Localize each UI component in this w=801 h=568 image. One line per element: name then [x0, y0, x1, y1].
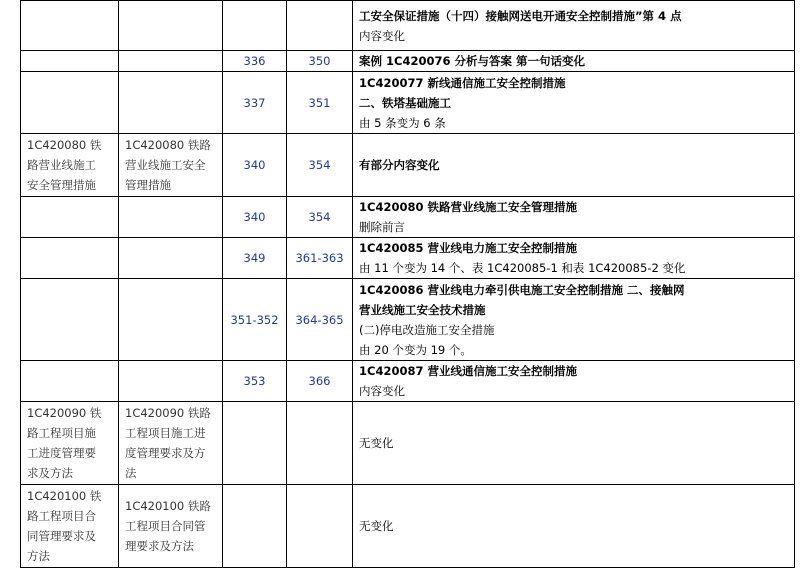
old-section-cell: [21, 72, 119, 134]
change-description-line: 1C420077 新线通信施工安全控制措施: [359, 75, 566, 90]
change-description-line: 1C420080 铁路营业线施工安全管理措施: [359, 200, 577, 214]
section-title-line: 1C420090 铁: [27, 406, 102, 420]
new-section-cell: [119, 197, 223, 238]
new-section-cell: [119, 134, 223, 197]
change-table: [20, 0, 795, 568]
new-page-cell: 364-365: [287, 279, 353, 361]
new-section-cell: [119, 402, 223, 485]
section-title-line: 工程项目施工进: [125, 426, 206, 440]
section-title-line: 方法: [27, 549, 50, 563]
old-section-cell: [21, 134, 119, 197]
old-page-cell: 340: [223, 197, 287, 238]
section-title-line: 1C420090 铁路: [125, 406, 211, 420]
change-description-cell: [353, 361, 795, 402]
old-section-cell: [21, 485, 119, 568]
new-section-cell: [119, 361, 223, 402]
new-section-cell: [119, 72, 223, 134]
new-page-cell: 354: [287, 134, 353, 197]
change-description-cell: [353, 485, 795, 568]
old-page-cell: 353: [223, 361, 287, 402]
change-description-line: 1C420087 营业线通信施工安全控制措施: [359, 364, 577, 378]
change-description-line: 1C420086 营业线电力牵引供电施工安全控制措施 二、接触网: [359, 282, 685, 297]
new-page-cell: 351: [287, 72, 353, 134]
section-title-line: 1C420080 铁路: [125, 138, 211, 152]
new-page-cell: 350: [287, 51, 353, 72]
new-page-cell: [287, 402, 353, 485]
old-section-cell: [21, 51, 119, 72]
section-title-line: 求及方法: [27, 466, 73, 480]
section-title-line: 1C420100 铁路: [125, 499, 211, 513]
section-title-line: 1C420080 铁: [27, 138, 102, 152]
change-description-line: 由 20 个变为 19 个。: [359, 342, 472, 357]
table-row: [21, 402, 795, 485]
new-section-cell: [119, 279, 223, 361]
section-title-line: 1C420100 铁: [27, 489, 102, 503]
new-section-cell: [119, 485, 223, 568]
change-description-line: 无变化: [359, 436, 394, 450]
section-title-line: 路营业线施工: [27, 158, 96, 172]
change-description-cell: [353, 51, 795, 72]
old-page-cell: 336: [223, 51, 287, 72]
new-page-cell: 354: [287, 197, 353, 238]
change-table-sheet: [20, 0, 794, 568]
table-row: [21, 279, 795, 361]
change-description-line: 由 11 个变为 14 个、表 1C420085-1 和表 1C420085-2 变化: [359, 261, 686, 275]
new-page-cell: 361-363: [287, 238, 353, 279]
table-row: [21, 238, 795, 279]
table-row: [21, 134, 795, 197]
table-row: [21, 1, 795, 51]
section-title-line: 工程项目合同管: [125, 519, 206, 533]
section-title-line: 管理措施: [125, 178, 171, 192]
old-page-cell: [223, 1, 287, 51]
change-description-line: 工安全保证措施（十四）接触网送电开通安全控制措施”第 4 点: [359, 8, 682, 23]
section-title-line: 路工程项目合: [27, 509, 96, 523]
change-description-cell: [353, 197, 795, 238]
new-page-cell: [287, 485, 353, 568]
new-page-cell: 366: [287, 361, 353, 402]
new-section-cell: [119, 1, 223, 51]
change-description-line: 删除前言: [359, 220, 405, 234]
change-description-line: 无变化: [359, 519, 394, 533]
change-description-cell: [353, 1, 795, 51]
old-page-cell: 337: [223, 72, 287, 134]
table-row: [21, 485, 795, 568]
table-row: [21, 197, 795, 238]
table-row: [21, 361, 795, 402]
change-description-cell: [353, 238, 795, 279]
old-section-cell: [21, 402, 119, 485]
change-description-line: 内容变化: [359, 384, 405, 398]
old-section-cell: [21, 361, 119, 402]
section-title-line: 工进度管理要: [27, 446, 96, 460]
change-description-line: 内容变化: [359, 28, 405, 43]
change-description-line: 案例 1C420076 分析与答案 第一句话变化: [359, 54, 585, 68]
change-description-cell: [353, 72, 795, 134]
change-description-line: 由 5 条变为 6 条: [359, 115, 446, 130]
section-title-line: 同管理要求及: [27, 529, 96, 543]
new-page-cell: [287, 1, 353, 51]
change-description-line: 1C420085 营业线电力施工安全控制措施: [359, 241, 577, 255]
old-page-cell: [223, 485, 287, 568]
old-page-cell: [223, 402, 287, 485]
old-section-cell: [21, 279, 119, 361]
change-description-line: 有部分内容变化: [359, 158, 440, 172]
change-description-cell: [353, 279, 795, 361]
section-title-line: 营业线施工安全: [125, 158, 206, 172]
old-section-cell: [21, 238, 119, 279]
new-section-cell: [119, 238, 223, 279]
section-title-line: 度管理要求及方: [125, 446, 206, 460]
change-description-line: 营业线施工安全技术措施: [359, 302, 486, 317]
change-description-cell: [353, 134, 795, 197]
old-section-cell: [21, 197, 119, 238]
table-row: [21, 51, 795, 72]
change-description-cell: [353, 402, 795, 485]
section-title-line: 理要求及方法: [125, 539, 194, 553]
change-description-line: (二)停电改造施工安全措施: [359, 322, 495, 337]
old-page-cell: 340: [223, 134, 287, 197]
section-title-line: 安全管理措施: [27, 178, 96, 192]
change-description-line: 二、铁塔基础施工: [359, 95, 451, 110]
section-title-line: 路工程项目施: [27, 426, 96, 440]
old-page-cell: 351-352: [223, 279, 287, 361]
change-table-body: [21, 1, 795, 568]
old-page-cell: 349: [223, 238, 287, 279]
section-title-line: 法: [125, 466, 137, 480]
new-section-cell: [119, 51, 223, 72]
old-section-cell: [21, 1, 119, 51]
table-row: [21, 72, 795, 134]
